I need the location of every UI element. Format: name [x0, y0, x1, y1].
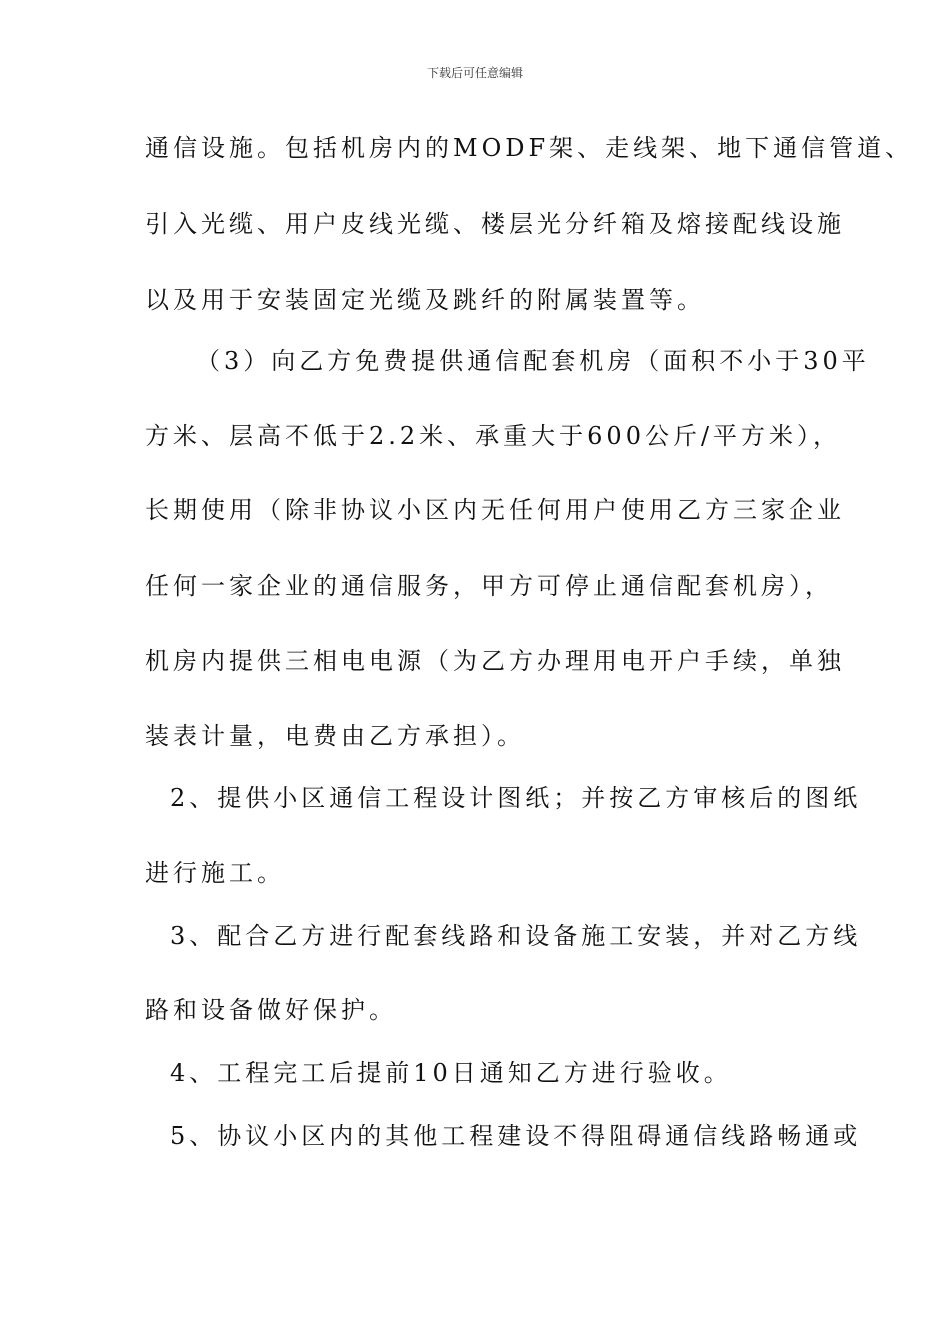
text-line: 路和设备做好保护。 [145, 996, 397, 1024]
text-line: 任何一家企业的通信服务，甲方可停止通信配套机房）， [145, 572, 833, 600]
text-line: 3、配合乙方进行配套线路和设备施工安装，并对乙方线 [170, 922, 862, 950]
text-line: 以及用于安装固定光缆及跳纤的附属装置等。 [145, 286, 705, 314]
text-line: 2、提供小区通信工程设计图纸；并按乙方审核后的图纸 [170, 784, 862, 812]
text-line: 4、工程完工后提前10日通知乙方进行验收。 [170, 1059, 732, 1087]
text-line: 方米、层高不低于2.2米、承重大于600公斤/平方米）， [145, 422, 842, 450]
text-line: 通信设施。包括机房内的MODF架、走线架、地下通信管道、 [145, 134, 914, 162]
text-line: 长期使用（除非协议小区内无任何用户使用乙方三家企业 [145, 496, 845, 524]
text-line: 装表计量，电费由乙方承担）。 [145, 722, 525, 750]
text-line: （3）向乙方免费提供通信配套机房（面积不小于30平 [196, 347, 870, 375]
text-line: 引入光缆、用户皮线光缆、楼层光分纤箱及熔接配线设施 [145, 210, 845, 238]
text-line: 机房内提供三相电电源（为乙方办理用电开户手续，单独 [145, 647, 845, 675]
text-line: 进行施工。 [145, 859, 285, 887]
text-line: 5、协议小区内的其他工程建设不得阻碍通信线路畅通或 [170, 1122, 862, 1150]
page-header: 下载后可任意编辑 [426, 66, 523, 80]
